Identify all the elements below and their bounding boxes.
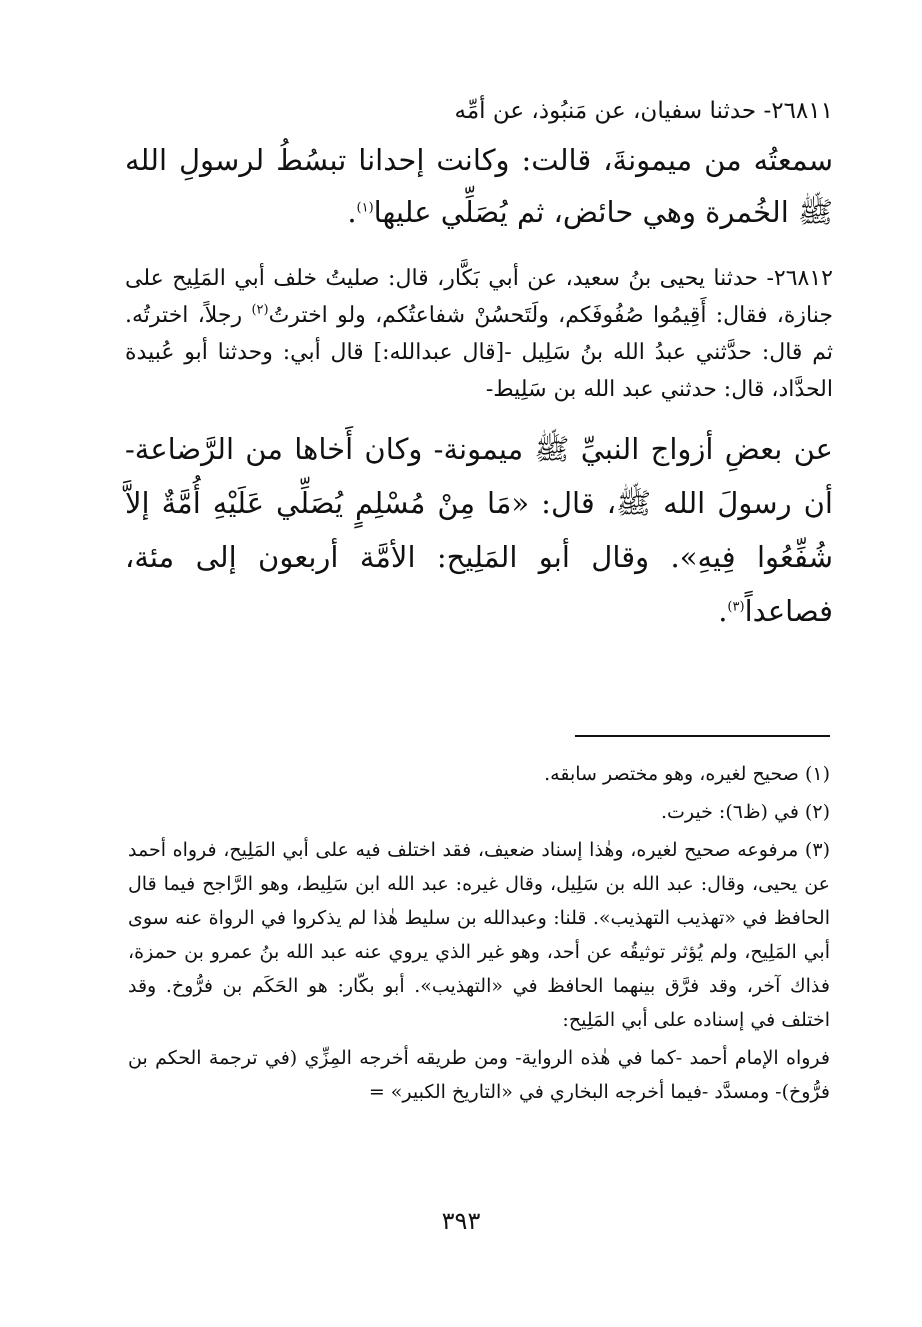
hadith-26811-isnad: ٢٦٨١١- حدثنا سفيان، عن مَنبُوذ، عن أمِّه (454, 98, 833, 124)
page-number: ٣٩٣ (441, 1207, 481, 1235)
footnote-ref-3: (٣) (727, 599, 745, 615)
hadith-26812-isnad-cont: رجلاً، اخترتُه. ثم قال: حدَّثني عبدُ الله بنُ سَلِيل -[قال عبدالله:] قال أبي: وحدثنا أبو عُبيدة الحدَّاد، قال: حدثني عبد الله بن سَلِيط- (125, 303, 833, 402)
footnote-3-continued: فرواه الإمام أحمد -كما في هٰذه الرواية- ومن طريقه أخرجه المِزِّي (في ترجمة الحكم بن فرُّوخ)- ومسدَّد -فيما أخرجه البخاري في «التاريخ الكبير» = (128, 1047, 830, 1103)
footnote-ref-2: (٢) (251, 302, 269, 318)
footnote-divider (575, 735, 830, 737)
hadith-26812-matn-text: عن بعضِ أزواج النبيِّ ﷺ ميمونة- وكان أَخاها من الرَّضاعة- أن رسولَ الله ﷺ، قال: «مَا مِنْ مُسْلِمٍ يُصَلِّي عَلَيْهِ أُمَّةٌ إلاَّ شُفِّعُوا فِيهِ». وقال أبو المَلِيح: الأمَّة أربعون إلى مئة، فصاعداً (125, 432, 833, 628)
hadith-26811-end: . (347, 195, 357, 229)
footnote-1: (١) صحيح لغيره، وهو مختصر سابقه. (544, 763, 830, 785)
footnotes (128, 757, 830, 1109)
footnote-ref-1: (١) (356, 200, 374, 216)
footnote-3: (٣) مرفوعه صحيح لغيره، وهٰذا إسناد ضعيف، فقد اختلف فيه على أبي المَلِيح، فرواه أحمد عن يحيى، وقال: عبد الله بن سَلِيل، وقال غيره: عبد الله ابن سَلِيط، وهو الرَّاجح فيما قال الحافظ في «تهذيب التهذيب». قلنا: وعبدالله بن سليط هٰذا لم يذكروا في الرواة عنه سوى أبي المَلِيح، ولم يُؤثر توثيقُه عن أحد، وهو غير الذي يروي عنه عبد الله بنُ عمرو بن حمزة، فذاك آخر، وقد فرَّق بينهما الحافظ في «التهذيب». أبو بكّار: هو الحَكَم بن فرُّوخ. وقد اختلف في إسناده على أبي المَلِيح: (128, 839, 830, 1031)
hadith-26811-matn (125, 134, 833, 238)
hadith-26812-matn (125, 422, 833, 638)
hadith-26812-isnad-text: ٢٦٨١٢- حدثنا يحيى بنُ سعيد، عن أبي بَكَّار، قال: صليتُ خلف أبي المَلِيح على جنازة، فقال: أَقِيمُوا صُفُوفَكم، ولَتَحسُنْ شفاعتُكم، ولو اخترتُ (125, 266, 834, 328)
main-text (125, 92, 833, 638)
hadith-26811-matn-text: سمعتُه من ميمونةَ، قالت: وكانت إحدانا تبسُطُ لرسولِ الله ﷺ الخُمرة وهي حائض، ثم يُصَلِّي عليها (125, 143, 833, 229)
hadith-26812-isnad (125, 260, 833, 408)
footnote-2: (٢) في (ظ٦): خيرت. (660, 801, 830, 823)
hadith-26812-end: . (718, 594, 728, 628)
